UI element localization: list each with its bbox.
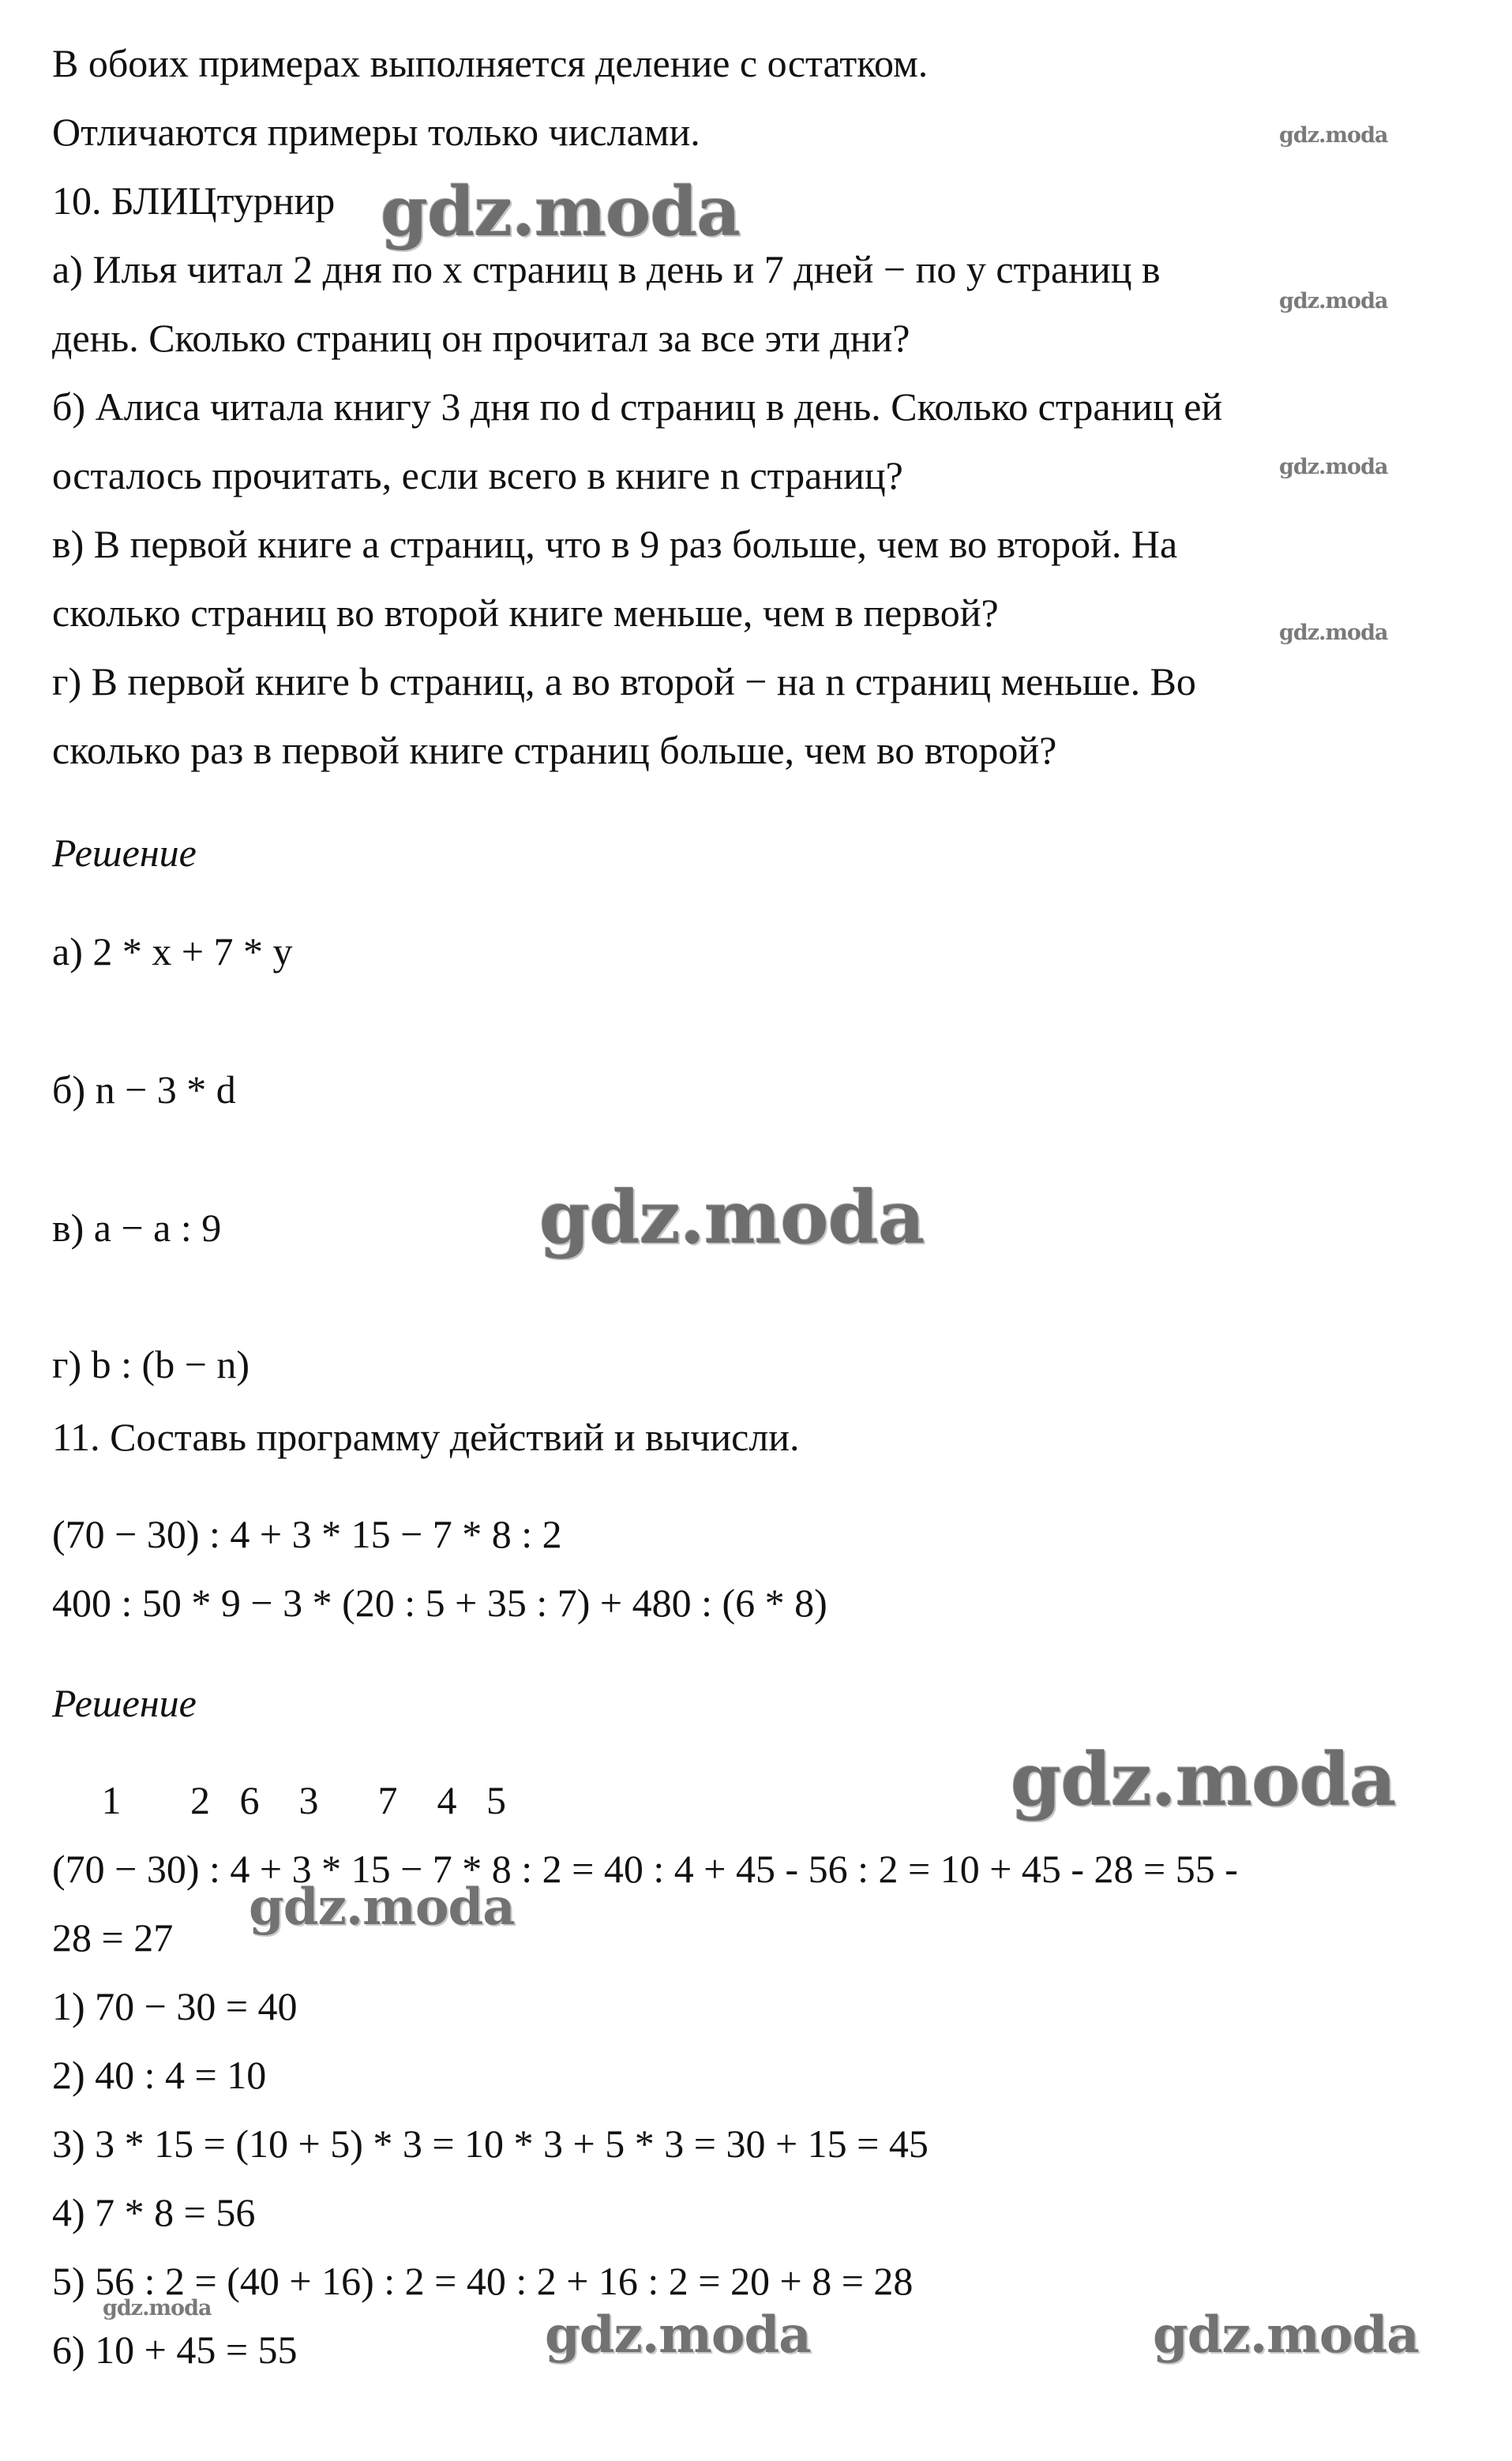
- task-10b-line-1: б) Алиса читала книгу 3 дня по d страниц в день. Сколько страниц ей: [52, 385, 1223, 429]
- task-10-title: 10. БЛИЦтурнир: [52, 178, 336, 223]
- task-10d-line-2: сколько раз в первой книге страниц больше, чем во второй?: [52, 728, 1057, 772]
- answer-10d: г) b : (b − n): [52, 1342, 250, 1386]
- step-2: 2) 40 : 4 = 10: [52, 2053, 267, 2097]
- text-line-1: В обоих примерах выполняется деление с остатком.: [52, 41, 929, 85]
- watermark-small-2: gdz.moda: [1279, 289, 1388, 313]
- step-6: 6) 10 + 45 = 55: [52, 2328, 298, 2372]
- answer-10a: а) 2 * x + 7 * y: [52, 929, 293, 974]
- watermark-small-1: gdz.moda: [1279, 123, 1388, 148]
- answer-10c: в) a − a : 9: [52, 1206, 222, 1250]
- watermark-small-3: gdz.moda: [1279, 455, 1388, 479]
- action-order-numbers: 1 2 6 3 7 4 5: [52, 1778, 506, 1822]
- solution-heading-1: Решение: [52, 831, 197, 875]
- task-11-expression-2: 400 : 50 * 9 − 3 * (20 : 5 + 35 : 7) + 480 : (6 * 8): [52, 1581, 827, 1625]
- answer-10b: б) n − 3 * d: [52, 1067, 236, 1112]
- watermark-large-3: gdz.moda: [1011, 1737, 1396, 1822]
- task-10a-line-1: а) Илья читал 2 дня по x страниц в день и 7 дней − по y страниц в: [52, 247, 1161, 291]
- watermark-large-1: gdz.moda: [381, 172, 741, 252]
- calculation-line-1: (70 − 30) : 4 + 3 * 15 − 7 * 8 : 2 = 40 : 4 + 45 - 56 : 2 = 10 + 45 - 28 = 55 -: [52, 1847, 1238, 1891]
- task-10c-line-1: в) В первой книге a страниц, что в 9 раз больше, чем во второй. На: [52, 522, 1178, 566]
- watermark-medium-2: gdz.moda: [545, 2305, 811, 2365]
- watermark-medium-3: gdz.moda: [1153, 2305, 1419, 2365]
- task-10d-line-1: г) В первой книге b страниц, а во второй − на n страниц меньше. Во: [52, 659, 1196, 703]
- task-10c-line-2: сколько страниц во второй книге меньше, чем в первой?: [52, 591, 999, 635]
- step-4: 4) 7 * 8 = 56: [52, 2190, 256, 2234]
- task-10a-line-2: день. Сколько страниц он прочитал за все эти дни?: [52, 316, 910, 360]
- task-11-title: 11. Составь программу действий и вычисли.: [52, 1415, 800, 1459]
- watermark-small-5: gdz.moda: [103, 2296, 212, 2320]
- watermark-large-2: gdz.moda: [539, 1175, 925, 1260]
- watermark-medium-1: gdz.moda: [249, 1878, 515, 1937]
- calculation-line-2: 28 = 27: [52, 1915, 174, 1960]
- task-10b-line-2: осталось прочитать, если всего в книге n страниц?: [52, 453, 903, 497]
- step-5: 5) 56 : 2 = (40 + 16) : 2 = 40 : 2 + 16 : 2 = 20 + 8 = 28: [52, 2259, 914, 2303]
- text-line-2: Отличаются примеры только числами.: [52, 110, 700, 154]
- step-1: 1) 70 − 30 = 40: [52, 1984, 298, 2028]
- task-11-expression-1: (70 − 30) : 4 + 3 * 15 − 7 * 8 : 2: [52, 1512, 562, 1556]
- watermark-small-4: gdz.moda: [1279, 621, 1388, 645]
- step-3: 3) 3 * 15 = (10 + 5) * 3 = 10 * 3 + 5 * 3 = 30 + 15 = 45: [52, 2121, 929, 2166]
- solution-heading-2: Решение: [52, 1681, 197, 1725]
